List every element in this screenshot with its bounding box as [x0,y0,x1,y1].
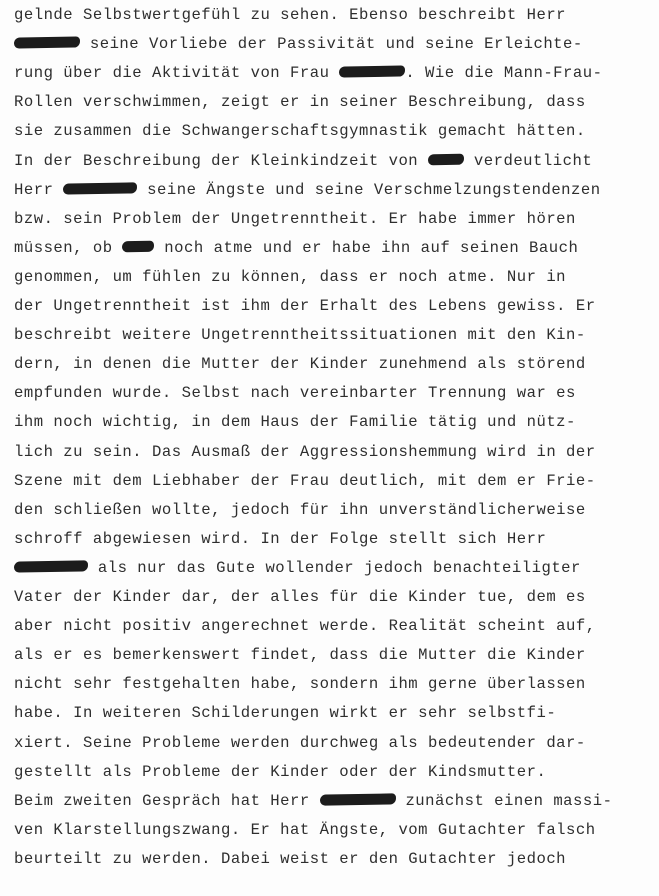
text-segment: schroff abgewiesen wird. In der Folge stellt sich Herr [14,529,547,548]
redaction-mark [14,37,80,49]
text-segment: nicht sehr festgehalten habe, sondern ihm gerne überlassen [14,675,586,694]
text-line [14,497,586,523]
text-segment: Herr [14,180,64,199]
text-segment: bzw. sein Problem der Ungetrenntheit. Er habe immer hören [14,209,576,228]
text-segment: ven Klarstellungszwang. Er hat Ängste, vom Gutachter falsch [14,820,596,839]
text-line [14,788,612,814]
text-line [14,468,596,494]
redaction-mark [122,241,154,253]
text-segment: In der Beschreibung der Kleinkindzeit von [14,151,429,170]
text-segment: als er es bemerkenswert findet, dass die Mutter die Kinder [14,646,586,665]
text-line [14,118,586,144]
text-segment: der Ungetrenntheit ist ihm der Erhalt des Lebens gewiss. Er [14,297,596,315]
text-line [14,817,596,843]
text-line [14,700,556,726]
text-line [14,322,586,348]
text-segment: seine Vorliebe der Passivität und seine Erleichte- [80,35,583,54]
text-line [14,264,566,290]
redaction-mark [14,560,88,572]
text-line [14,526,546,552]
text-segment: lich zu sein. Das Ausmaß der Aggressionshemmung wird in der [14,442,596,461]
text-segment: aber nicht positiv angerechnet werde. Realität scheint auf, [14,617,596,636]
redaction-mark [63,182,137,194]
text-line [14,671,586,697]
text-line [14,60,602,86]
text-segment: xiert. Seine Probleme werden durchweg als bedeutender dar- [14,733,586,752]
text-segment: dern, in denen die Mutter der Kinder zunehmend als störend [14,355,586,374]
text-segment: beurteilt zu werden. Dabei weist er den Gutachter jedoch [14,849,567,868]
text-segment: müssen, ob [14,238,123,257]
text-line [14,555,581,581]
text-segment: Beim zweiten Gespräch hat Herr [14,791,320,810]
text-segment: gestellt als Probleme der Kinder oder der Kindsmutter. [14,762,547,781]
text-line [14,584,586,610]
text-line [14,206,576,232]
text-line [14,177,601,203]
text-segment: ihm noch wichtig, in dem Haus der Familie tätig und nütz- [14,413,576,432]
text-segment: genommen, um fühlen zu können, dass er noch atme. Nur in [14,267,567,286]
text-line [14,31,583,57]
redaction-mark [428,153,464,165]
text-line [14,439,596,465]
text-segment: den schließen wollte, jedoch für ihn unverständlicherweise [14,500,586,519]
text-line [14,759,546,785]
text-segment: zunächst einen massi- [395,791,613,810]
text-segment: sie zusammen die Schwangerschaftsgymnastik gemacht hätten. [14,122,586,141]
text-line [14,409,576,435]
text-segment: Vater der Kinder dar, der alles für die Kinder tue, dem es [14,588,586,606]
text-segment: empfunden wurde. Selbst nach vereinbarter Trennung war es [14,384,576,403]
text-segment: . Wie die Mann-Frau- [405,64,603,83]
text-segment: noch atme und er habe ihn auf seinen Bauch [154,238,579,257]
text-line [14,351,586,377]
text-line [14,380,576,406]
redaction-mark [339,66,405,78]
text-segment: beschreibt weitere Ungetrenntheitssituationen mit den Kin- [14,326,586,345]
text-line [14,293,596,319]
text-line [14,235,578,261]
text-segment: seine Ängste und seine Verschmelzungstendenzen [137,180,601,199]
text-line [14,2,566,28]
text-segment: als nur das Gute wollender jedoch benachteiligter [88,558,581,577]
text-line [14,148,592,174]
text-segment: rung über die Aktivität von Frau [14,64,340,83]
text-segment: Szene mit dem Liebhaber der Frau deutlich, mit dem er Frie- [14,471,596,490]
text-segment: Rollen verschwimmen, zeigt er in seiner Beschreibung, dass [14,93,586,112]
redaction-mark [320,793,396,805]
text-line [14,613,596,639]
text-segment: habe. In weiteren Schilderungen wirkt er sehr selbstfi- [14,704,557,723]
text-segment: gelnde Selbstwertgefühl zu sehen. Ebenso beschreibt Herr [14,6,567,24]
text-line [14,730,586,756]
text-segment: verdeutlicht [464,151,593,170]
text-line [14,846,566,872]
text-line [14,642,586,668]
text-line [14,89,586,115]
